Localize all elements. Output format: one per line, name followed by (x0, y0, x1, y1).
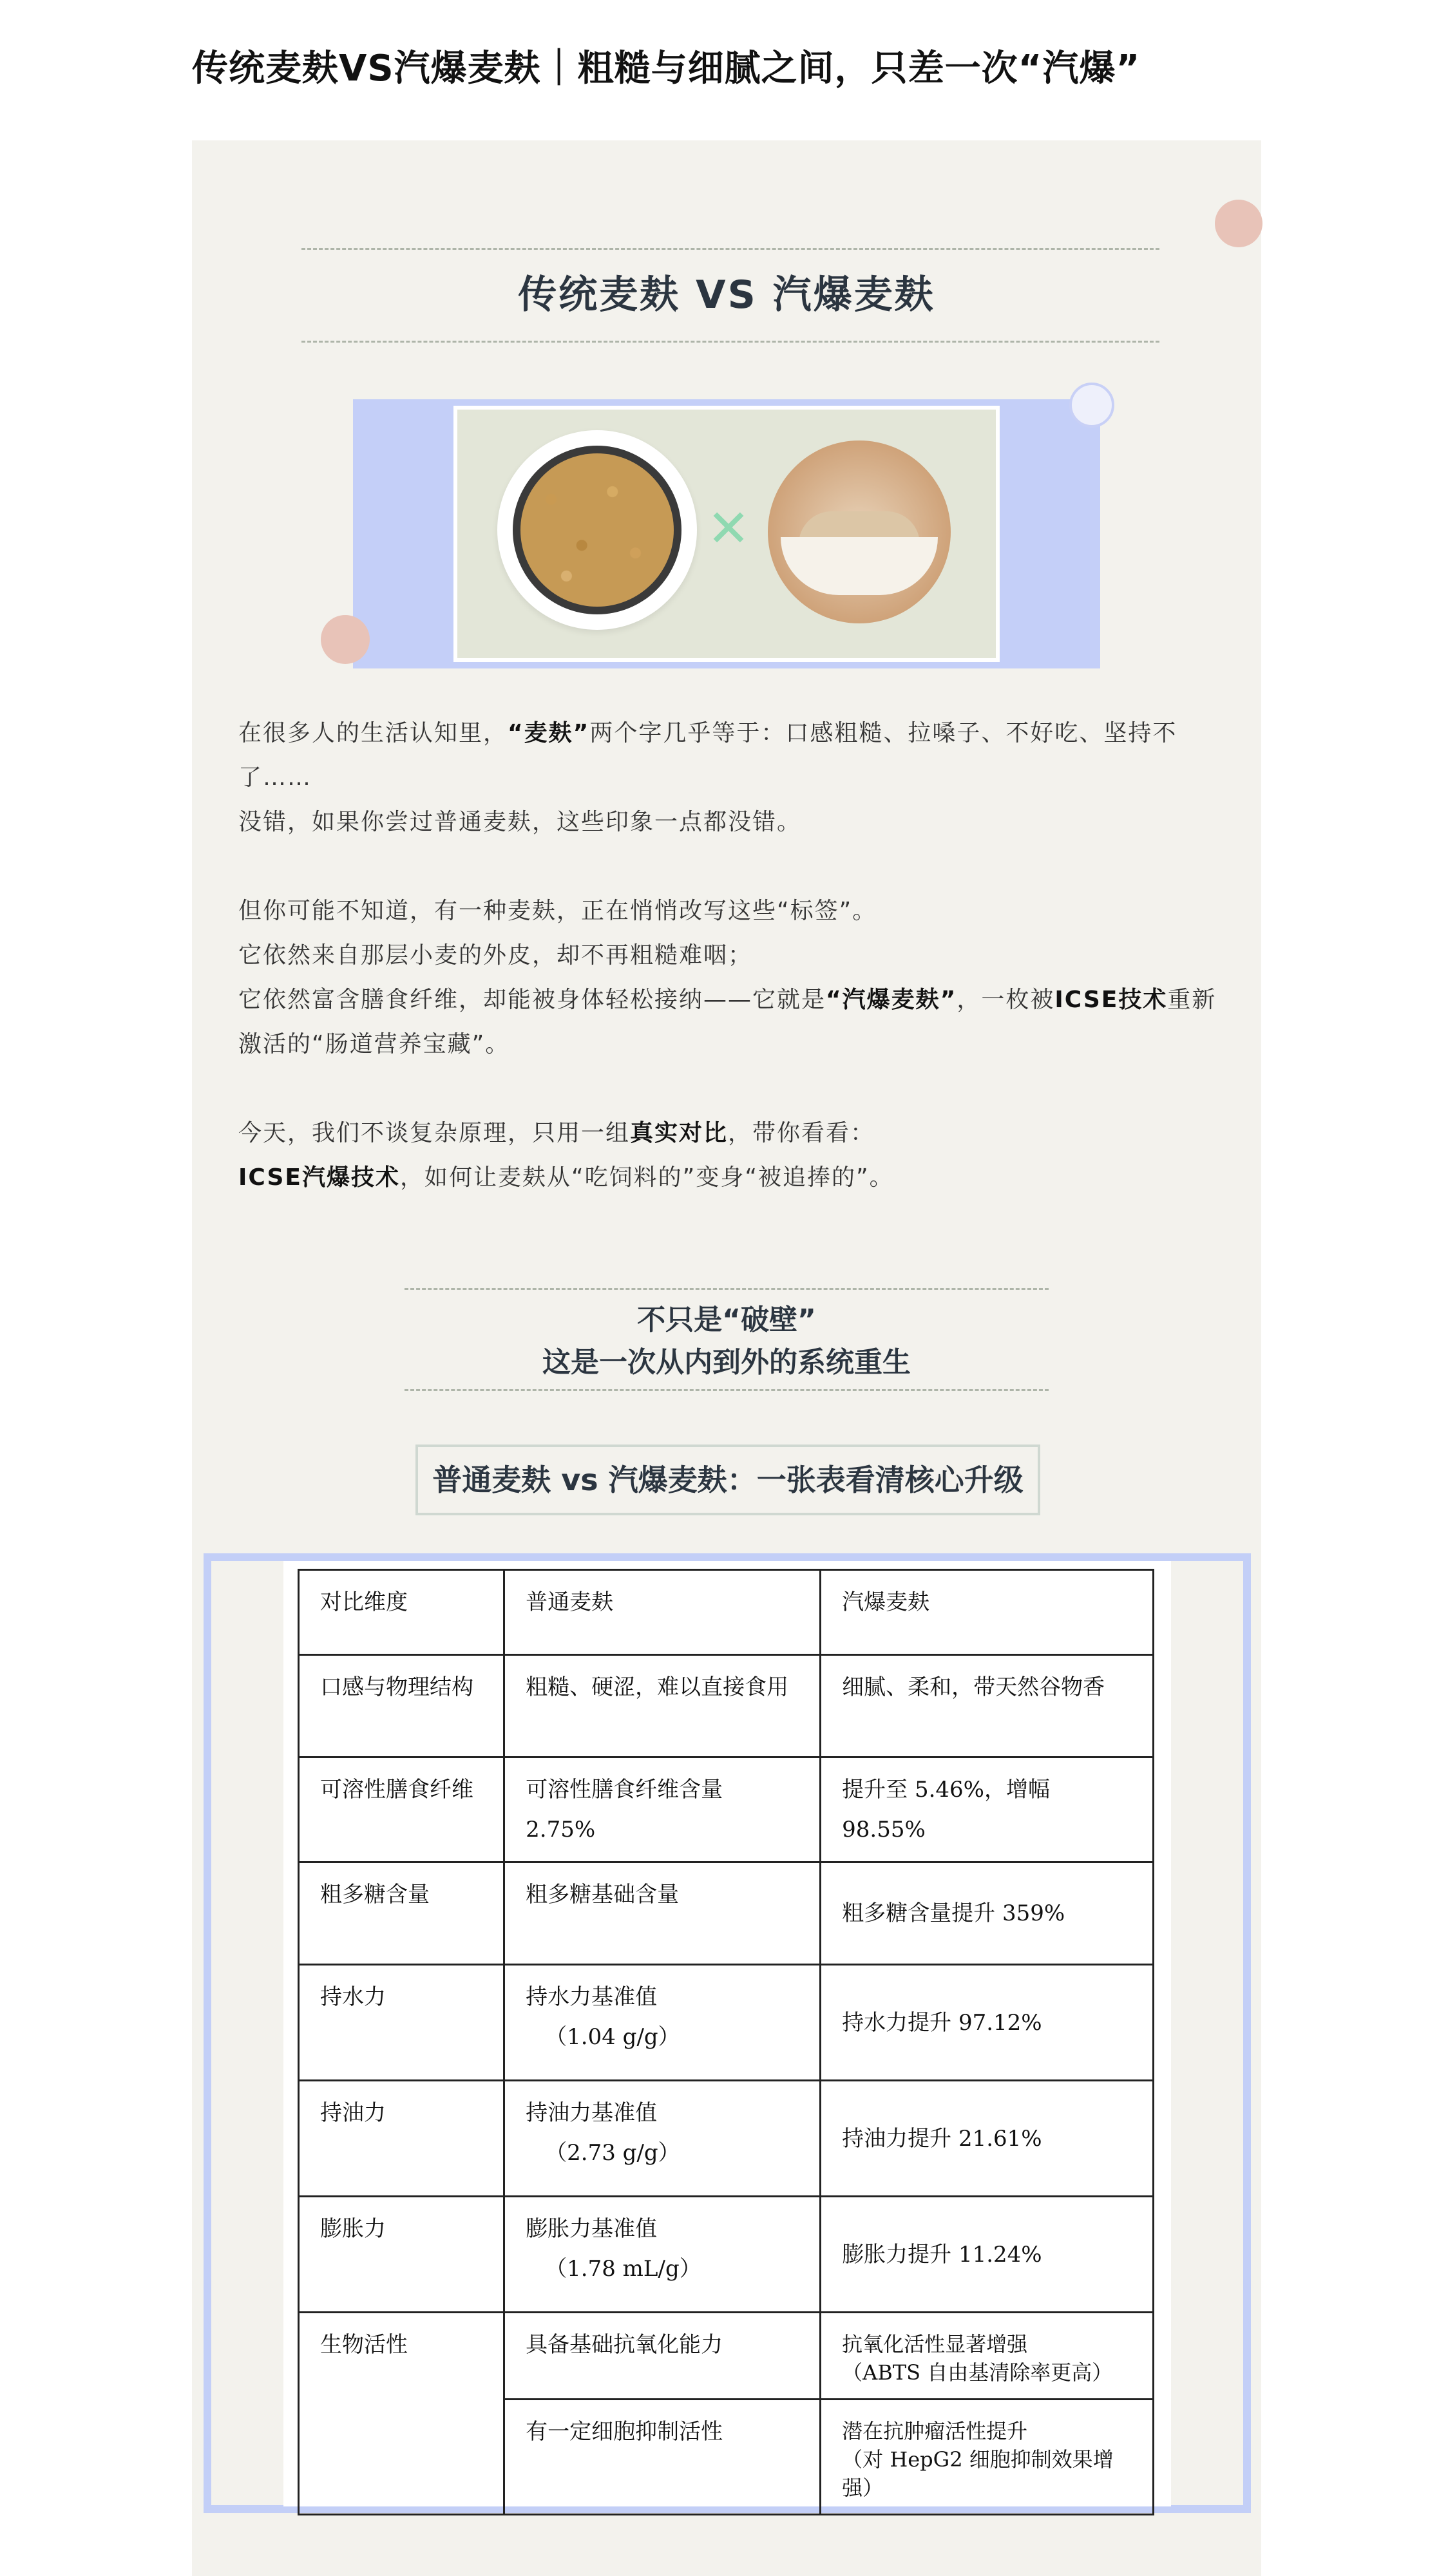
heading-divider-bottom (301, 341, 1159, 343)
table-cell-dimension: 生物活性 (299, 2313, 504, 2515)
section-heading: 传统麦麸 VS 汽爆麦麸 (518, 272, 935, 317)
wheat-bowl-icon (497, 430, 697, 630)
intro-paragraph-6: 今天，我们不谈复杂原理，只用一组真实对比，带你看看： (238, 1120, 875, 1146)
article-title: 传统麦麸VS汽爆麦麸｜粗糙与细腻之间，只差一次“汽爆” (192, 48, 1141, 90)
table-row (299, 2313, 1154, 2400)
table-cell-steam: 粗多糖含量提升 359% (821, 1862, 1154, 1965)
bran-powder-icon (768, 440, 951, 623)
table-cell-steam: 持水力提升 97.12% (821, 1965, 1154, 2081)
comparison-photo (453, 406, 1000, 662)
intro-paragraph-5: 它依然富含膳食纤维，却能被身体轻松接纳——它就是“汽爆麦麸”，一枚被ICSE技术重新激活的“肠道营养宝藏”。 (238, 987, 1217, 1057)
table-cell-normal: 膨胀力基准值 （1.78 mL/g） (504, 2197, 821, 2313)
intro-paragraph-1: 在很多人的生活认知里，“麦麸”两个字几乎等于：口感粗糙、拉嗓子、不好吃、坚持不了…… (238, 720, 1177, 791)
table-cell-dimension: 粗多糖含量 (299, 1862, 504, 1965)
table-cell-steam: 细腻、柔和，带天然谷物香 (821, 1655, 1154, 1757)
table-title: 普通麦麸 vs 汽爆麦麸：一张表看清核心升级 (415, 1444, 1040, 1515)
intro-text (238, 711, 1217, 1200)
table-row (299, 1862, 1154, 1965)
table-cell-dimension: 口感与物理结构 (299, 1655, 504, 1757)
intro-paragraph-2: 没错，如果你尝过普通麦麸，这些印象一点都没错。 (238, 809, 802, 835)
intro-paragraph-7: ICSE汽爆技术，如何让麦麸从“吃饲料的”变身“被追捧的”。 (238, 1164, 894, 1191)
table-row (299, 1965, 1154, 2081)
table-cell-steam: 持油力提升 21.61% (821, 2081, 1154, 2197)
table-row (299, 1655, 1154, 1757)
heading-divider-top (301, 248, 1159, 250)
table-cell-dimension: 持油力 (299, 2081, 504, 2197)
sub-banner-line-2: 这是一次从内到外的系统重生 (542, 1346, 911, 1379)
table-cell-normal: 持水力基准值 （1.04 g/g） (504, 1965, 821, 2081)
decor-dot-bottom-left (321, 615, 370, 664)
table-cell-dimension: 持水力 (299, 1965, 504, 2081)
sub-banner-line-1: 不只是“破壁” (637, 1303, 816, 1336)
table-cell-steam: 提升至 5.46%，增幅 98.55% (821, 1757, 1154, 1862)
table-cell-normal: 粗糙、硬涩，难以直接食用 (504, 1655, 821, 1757)
intro-paragraph-4: 它依然来自那层小麦的外皮，却不再粗糙难咽； (238, 942, 753, 969)
table-header-cell: 普通麦麸 (504, 1570, 821, 1655)
table-header-row (299, 1570, 1154, 1655)
sub-banner (405, 1288, 1049, 1391)
table-row (299, 1757, 1154, 1862)
table-cell-normal: 可溶性膳食纤维含量 2.75% (504, 1757, 821, 1862)
table-row (299, 2197, 1154, 2313)
table-header-cell: 汽爆麦麸 (821, 1570, 1154, 1655)
decor-ring (1069, 383, 1114, 428)
table-header-cell: 对比维度 (299, 1570, 504, 1655)
comparison-table (298, 1569, 1154, 2515)
table-cell-normal: 具备基础抗氧化能力 (504, 2313, 821, 2400)
intro-paragraph-3: 但你可能不知道，有一种麦麸，正在悄悄改写这些“标签”。 (238, 898, 877, 924)
table-cell-steam: 膨胀力提升 11.24% (821, 2197, 1154, 2313)
decor-dot-top-right (1215, 200, 1262, 247)
table-cell-normal: 有一定细胞抑制活性 (504, 2400, 821, 2515)
table-cell-steam: 潜在抗肿瘤活性提升 （对 HepG2 细胞抑制效果增强） (821, 2400, 1154, 2515)
table-cell-normal: 粗多糖基础含量 (504, 1862, 821, 1965)
table-cell-dimension: 膨胀力 (299, 2197, 504, 2313)
cross-icon: ✕ (707, 498, 750, 558)
table-cell-normal: 持油力基准值 （2.73 g/g） (504, 2081, 821, 2197)
table-row (299, 2081, 1154, 2197)
table-cell-steam: 抗氧化活性显著增强 （ABTS 自由基清除率更高） (821, 2313, 1154, 2400)
table-cell-dimension: 可溶性膳食纤维 (299, 1757, 504, 1862)
